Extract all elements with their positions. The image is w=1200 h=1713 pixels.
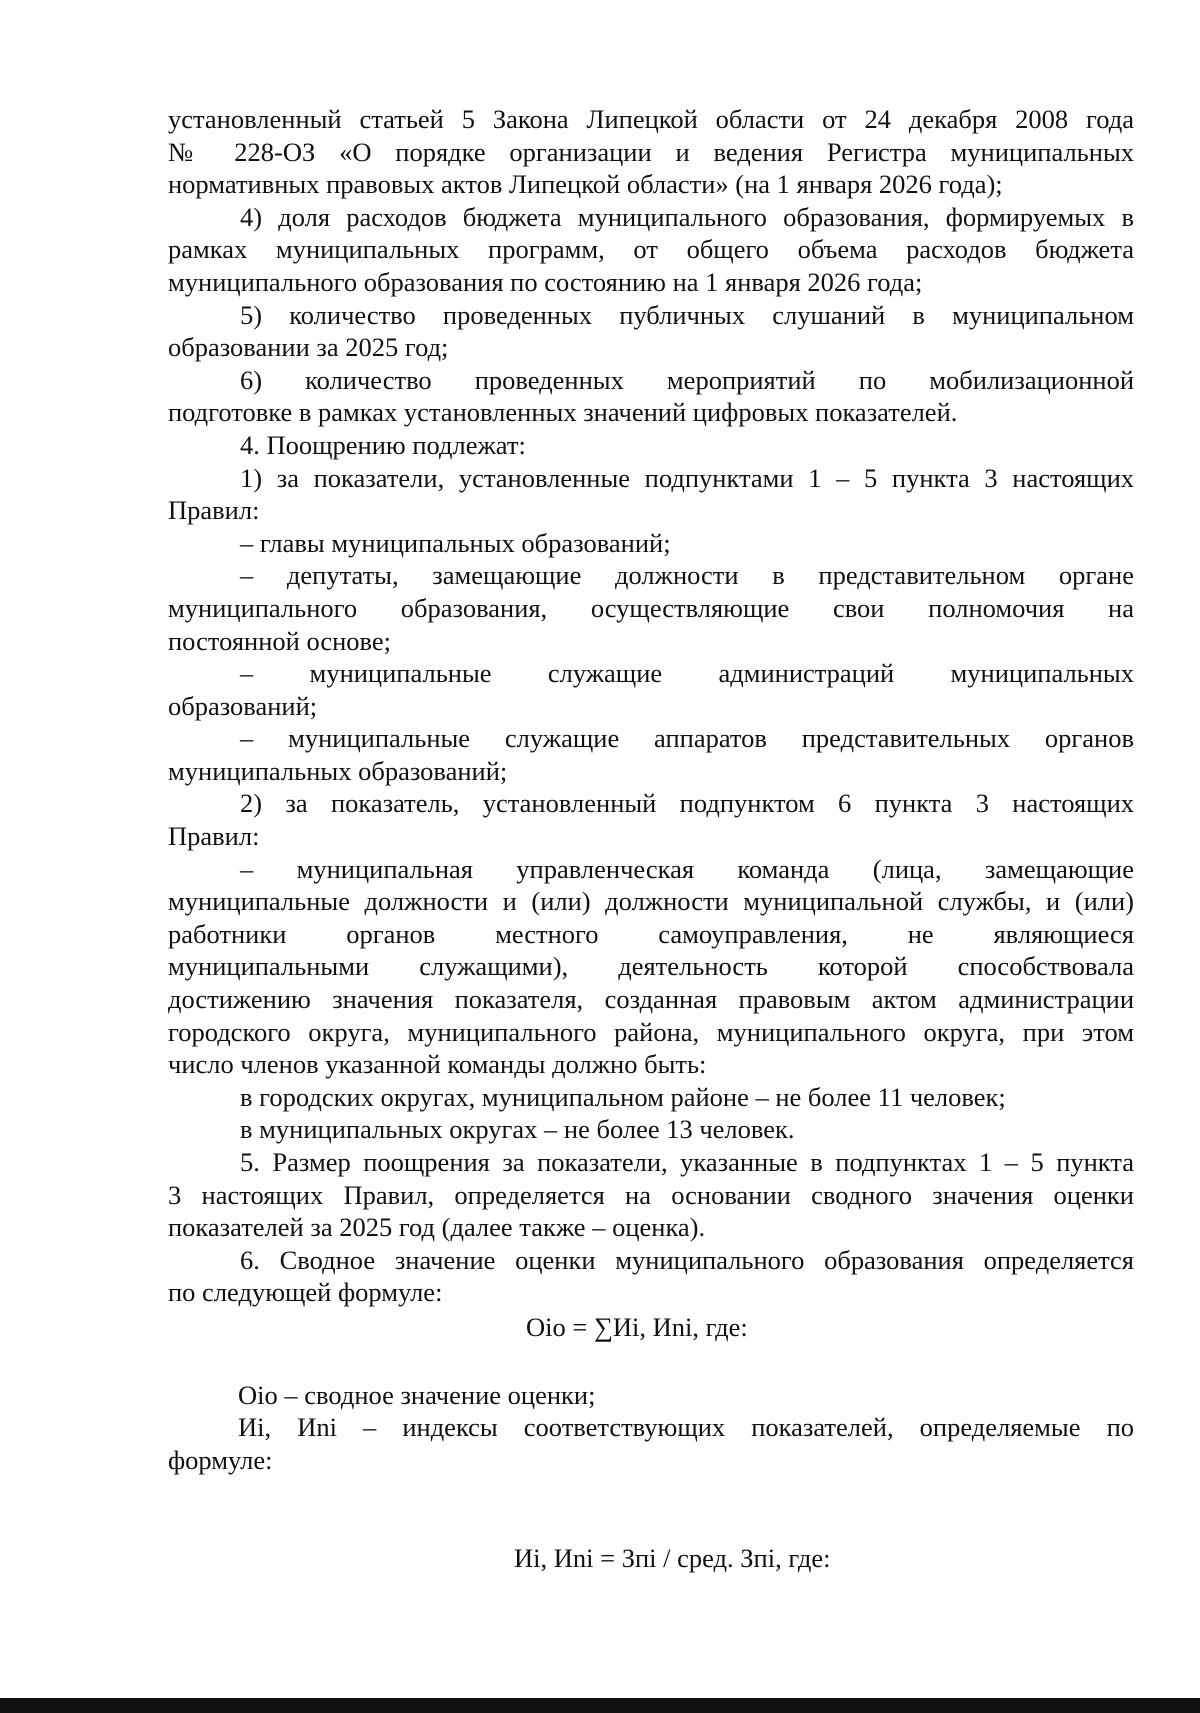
scan-bottom-edge: [0, 1698, 1200, 1713]
text-line: работники органов местного самоуправления, не являющиеся: [168, 918, 1134, 949]
text-line: достижению значения показателя, созданная правовым актом администрации: [168, 984, 1134, 1015]
text-line: 5) количество проведенных публичных слушаний в муниципальном: [240, 299, 1134, 330]
text-line: образований;: [168, 690, 318, 721]
text-line: 3 настоящих Правил, определяется на основании сводного значения оценки: [168, 1179, 1134, 1210]
text-line: образовании за 2025 год;: [168, 332, 449, 363]
text-line: число членов указанной команды должно быть:: [168, 1049, 707, 1080]
formula-summary-score: Оio = ∑Иi, Иni, где:: [526, 1311, 748, 1342]
text-line: 5. Размер поощрения за показатели, указанные в подпунктах 1 – 5 пункта: [240, 1147, 1134, 1177]
text-line: в городских округах, муниципальном районе – не более 11 человек;: [240, 1081, 1006, 1112]
text-line: Правил:: [168, 821, 260, 852]
text-line: нормативных правовых актов Липецкой области» (на 1 января 2026 года);: [168, 169, 1003, 200]
text-line: подготовке в рамках установленных значений цифровых показателей.: [168, 397, 958, 428]
list-item: – муниципальные служащие администраций муниципальных: [240, 658, 1134, 689]
definition-line: Оio – сводное значение оценки;: [238, 1379, 596, 1410]
text-line: 6) количество проведенных мероприятий по мобилизационной: [240, 364, 1134, 395]
text-line: муниципальные должности и (или) должности муниципальной службы, и (или): [168, 886, 1134, 917]
spacer: [168, 1344, 1134, 1379]
list-item: – депутаты, замещающие должности в представительном органе: [240, 560, 1134, 591]
text-line: Правил:: [168, 495, 260, 526]
text-line: показателей за 2025 год (далее также – оценка).: [168, 1212, 706, 1243]
text-line: городского округа, муниципального района, муниципального округа, при этом: [168, 1016, 1134, 1047]
text-line: № 228-ОЗ «О порядке организации и ведения Регистра муниципальных: [168, 136, 1134, 167]
document-body: [168, 103, 1134, 1575]
text-line: 6. Сводное значение оценки муниципального образования определяется: [240, 1244, 1134, 1275]
text-line: установленный статьей 5 Закона Липецкой области от 24 декабря 2008 года: [168, 104, 1134, 134]
section-heading: 4. Поощрению подлежат:: [240, 429, 526, 460]
definition-line: Иi, Иni – индексы соответствующих показателей, определяемые по: [238, 1412, 1134, 1443]
text-line: формуле:: [168, 1444, 273, 1475]
formula-index: Иi, Иni = Зпi / сред. Зпi, где:: [514, 1543, 831, 1574]
text-line: муниципальными служащими), деятельность которой способствовала: [168, 951, 1134, 982]
text-line: по следующей формуле:: [168, 1277, 443, 1308]
text-line: 4) доля расходов бюджета муниципального образования, формируемых в: [240, 201, 1134, 232]
text-line: постоянной основе;: [168, 625, 392, 656]
list-item: – муниципальные служащие аппаратов представительных органов: [240, 723, 1134, 754]
list-item: – главы муниципальных образований;: [240, 527, 671, 558]
text-line: муниципального образования, осуществляющие свои полномочия на: [168, 592, 1134, 623]
text-line: муниципального образования по состоянию на 1 января 2026 года;: [168, 266, 923, 297]
text-line: в муниципальных округах – не более 13 человек.: [240, 1114, 795, 1145]
text-line: 1) за показатели, установленные подпунктами 1 – 5 пункта 3 настоящих: [240, 462, 1134, 493]
text-line: муниципальных образований;: [168, 755, 508, 786]
list-item: – муниципальная управленческая команда (лица, замещающие: [240, 853, 1134, 884]
text-line: рамках муниципальных программ, от общего объема расходов бюджета: [168, 234, 1134, 265]
text-line: 2) за показатель, установленный подпунктом 6 пункта 3 настоящих: [240, 788, 1134, 819]
spacer: [168, 1476, 1134, 1542]
